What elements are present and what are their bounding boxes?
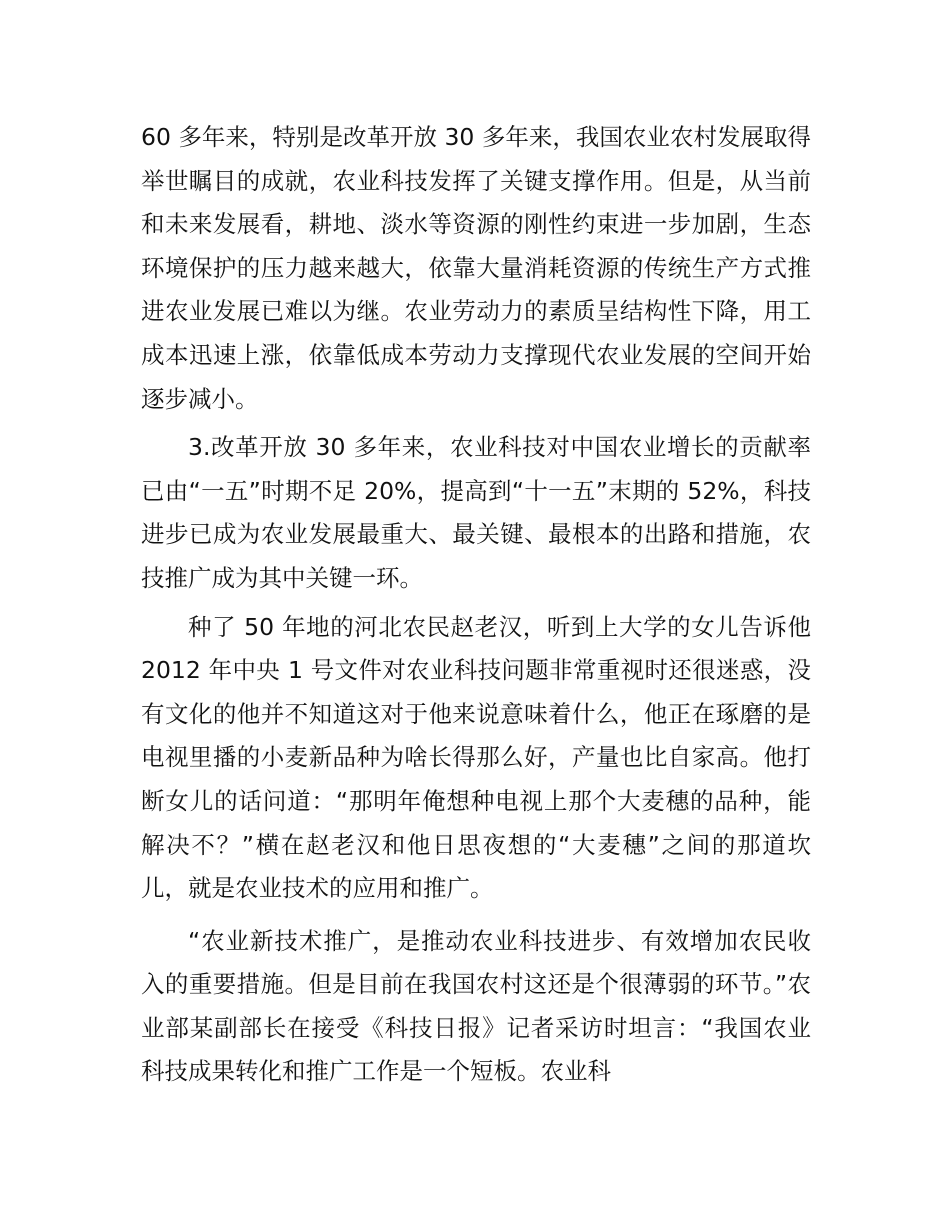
paragraph-tech-contribution: 3.改革开放 30 多年来，农业科技对中国农业增长的贡献率已由“一五”时期不足 20%，提高到“十一五”末期的 52%，科技进步已成为农业发展最重大、最关键、最根本的出路和措施，农技推广成为其中关键一环。 xyxy=(141,433,811,592)
paragraph-vice-minister-quote: “农业新技术推广，是推动农业科技进步、有效增加农民收入的重要措施。但是目前在我国农村这还是个很薄弱的环节。”农业部某副部长在接受《科技日报》记者采访时坦言：“我国农业科技成果转化和推广工作是一个短板。农业科 xyxy=(141,926,811,1086)
document-body xyxy=(141,116,811,1094)
paragraph-farmer-zhao: 种了 50 年地的河北农民赵老汉，听到上大学的女儿告诉他 2012 年中央 1 号文件对农业科技问题非常重视时还很迷惑，没有文化的他并不知道这对于他来说意味着什么，他正在琢磨的是电视里播的小麦新品种为啥长得那么好，产量也比自家高。他打断女儿的话问道：“那明年俺想种电视上那个大麦穗的品种，能解决不？”横在赵老汉和他日思夜想的“大麦穗”之间的那道坎儿，就是农业技术的应用和推广。 xyxy=(141,612,811,903)
paragraph-development-constraints: 60 多年来，特别是改革开放 30 多年来，我国农业农村发展取得举世瞩目的成就，农业科技发挥了关键支撑作用。但是，从当前和未来发展看，耕地、淡水等资源的刚性约束进一步加剧，生态环境保护的压力越来越大，依靠大量消耗资源的传统生产方式推进农业发展已难以为继。农业劳动力的素质呈结构性下降，用工成本迅速上涨，依靠低成本劳动力支撑现代农业发展的空间开始逐步减小。 xyxy=(141,123,811,413)
